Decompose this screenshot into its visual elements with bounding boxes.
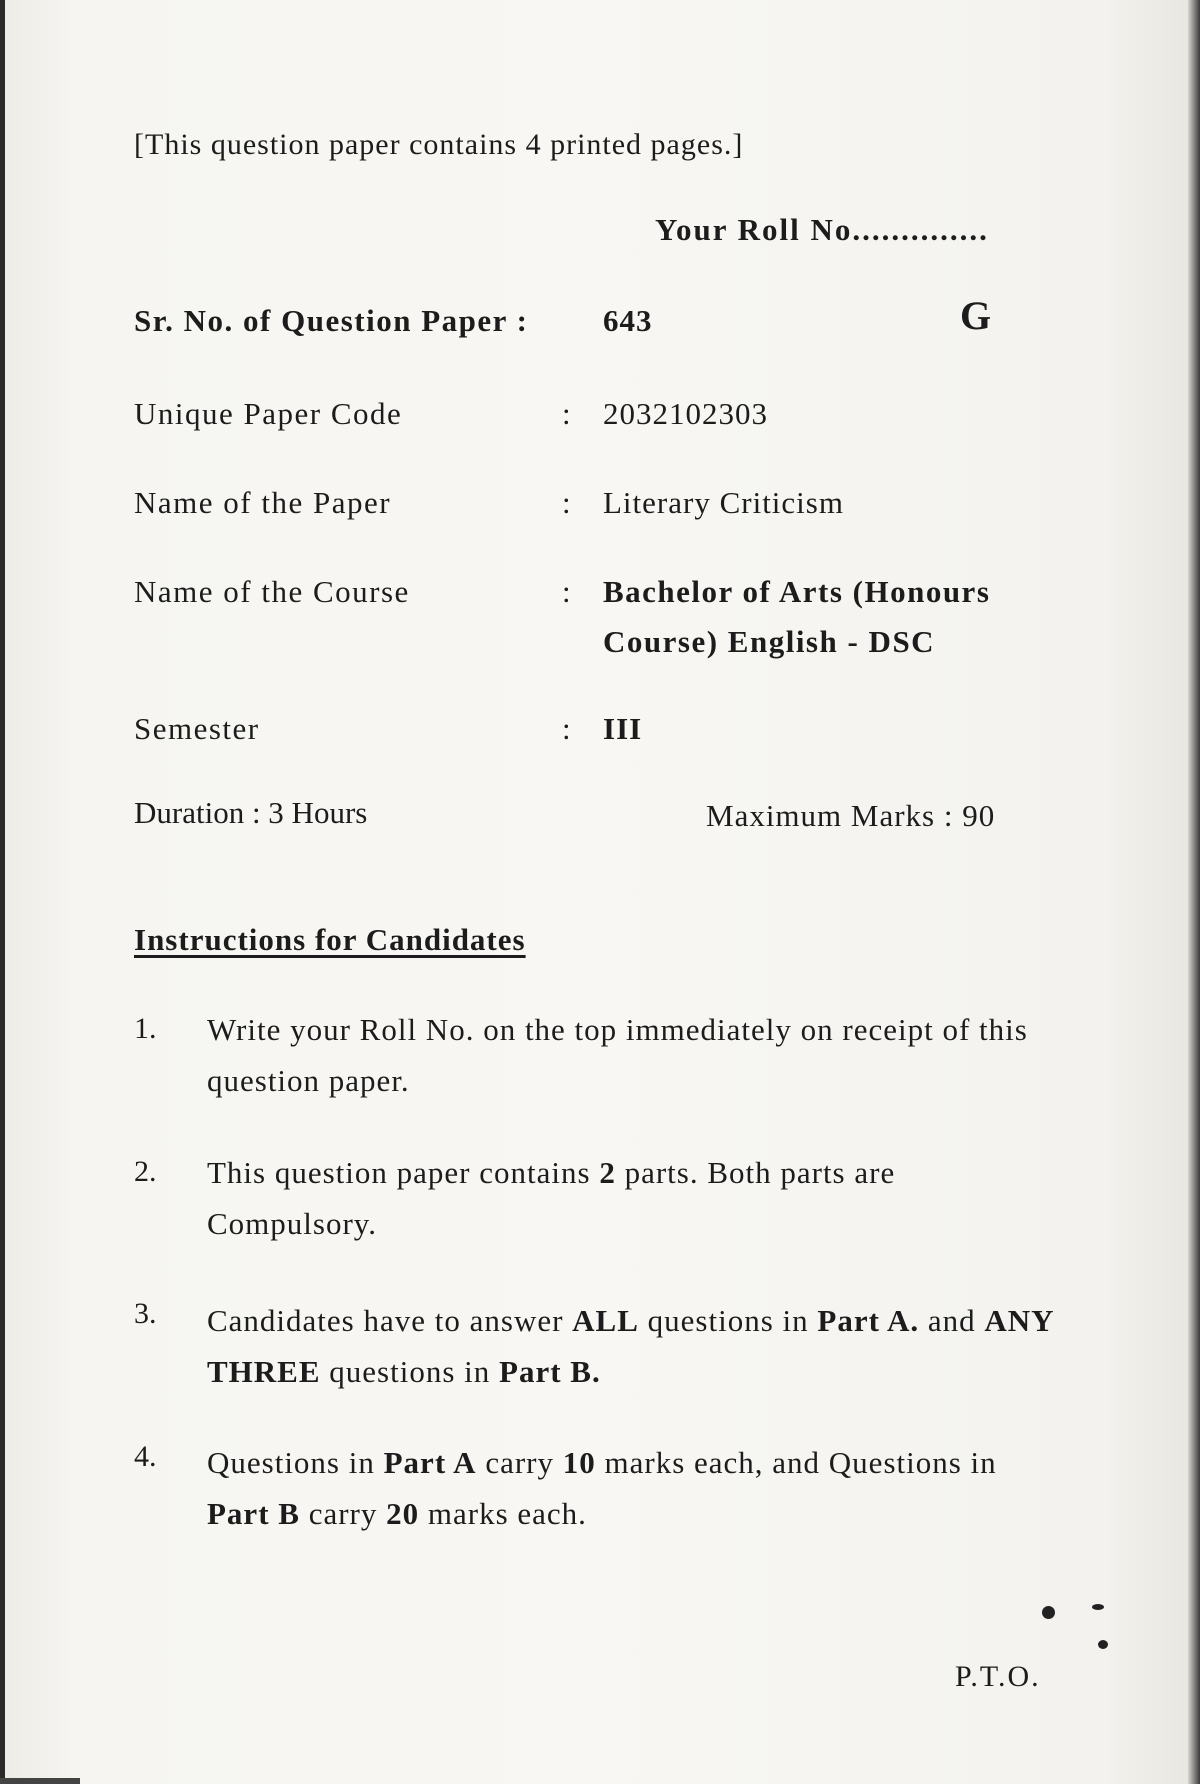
roll-number-field: Your Roll No.............. — [655, 212, 989, 247]
page-count-notice: [This question paper contains 4 printed pages.] — [134, 128, 744, 161]
semester-value: III — [603, 711, 643, 746]
instruction-item: Questions in Part A carry 10 marks each, and Questions in Part B carry 20 marks each. — [207, 1445, 997, 1531]
paper-name-label: Name of the Paper — [134, 485, 392, 520]
instruction-number: 4. — [134, 1440, 157, 1473]
please-turn-over: P.T.O. — [955, 1660, 1041, 1693]
course-name-label: Name of the Course — [134, 574, 410, 609]
course-name-value-line1: Bachelor of Arts (Honours — [603, 574, 991, 609]
paper-set-letter: G — [960, 293, 992, 338]
sr-no-label: Sr. No. of Question Paper : — [134, 303, 529, 338]
instruction-item: Write your Roll No. on the top immediately on receipt of this question paper. — [207, 1012, 1028, 1098]
upc-value: 2032102303 — [603, 396, 768, 431]
scan-edge-bottom — [0, 1778, 80, 1784]
ink-speck — [1042, 1606, 1055, 1619]
semester-colon: : — [562, 711, 571, 746]
paper-name-colon: : — [562, 485, 571, 520]
instruction-number: 1. — [134, 1012, 157, 1045]
scan-edge-right — [1188, 0, 1200, 1784]
course-name-value-line2: Course) English - DSC — [603, 624, 936, 659]
ink-speck — [1098, 1640, 1108, 1649]
instruction-item: Candidates have to answer ALL questions in Part A. and ANY THREE questions in Part B. — [207, 1303, 1054, 1389]
upc-colon: : — [562, 396, 571, 431]
maximum-marks: Maximum Marks : 90 — [706, 798, 996, 833]
instructions-heading: Instructions for Candidates — [134, 922, 526, 957]
ink-speck — [1092, 1604, 1104, 1610]
instruction-number: 3. — [134, 1297, 157, 1330]
course-name-colon: : — [562, 574, 571, 609]
sr-no-value: 643 — [603, 303, 653, 338]
duration: Duration : 3 Hours — [134, 795, 368, 830]
instruction-item: This question paper contains 2 parts. Both parts are Compulsory. — [207, 1155, 896, 1241]
paper-name-value: Literary Criticism — [603, 485, 844, 520]
instruction-number: 2. — [134, 1155, 157, 1188]
semester-label: Semester — [134, 711, 260, 746]
scan-edge-left — [0, 0, 5, 1784]
upc-label: Unique Paper Code — [134, 396, 403, 431]
